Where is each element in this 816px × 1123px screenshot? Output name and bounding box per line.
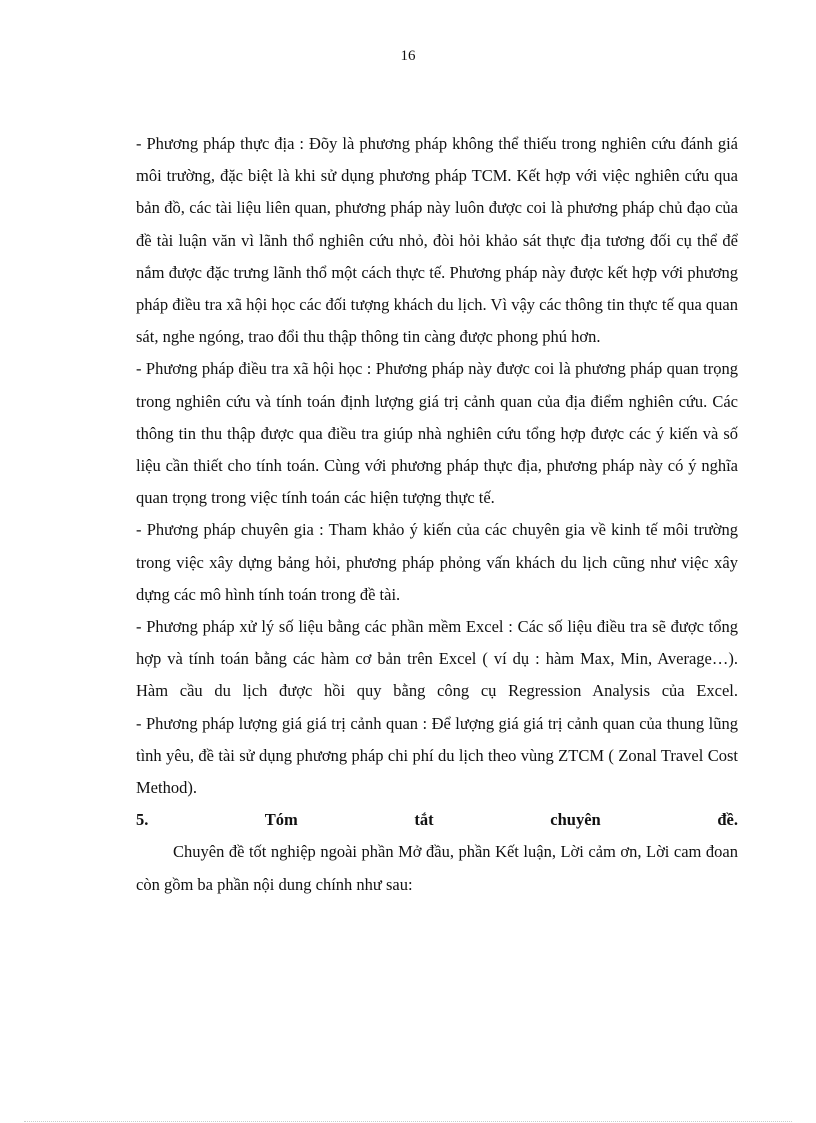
page-number: 16 [400, 48, 416, 64]
section-heading: 5. Tóm tắt chuyên đề. [136, 810, 738, 830]
paragraph-summary: Chuyên đề tốt nghiệp ngoài phần Mở đầu, phần Kết luận, Lời cảm ơn, Lời cam đoan còn gồm ba phần nội dung chính như sau: [136, 842, 738, 894]
paragraph-field-method: - Phương pháp thực địa : Đõy là phương pháp không thể thiếu trong nghiên cứu đánh giá môi trường, đặc biệt là khi sử dụng phương pháp TCM. Kết hợp với việc nghiên cứu qua bản đồ, các tài liệu liên quan, phương pháp này luôn được coi là phương pháp chủ đạo của đề tài luận văn vì lãnh thổ nghiên cứu nhỏ, đòi hỏi khảo sát thực địa tương đối cụ thể để nắm được đặc trưng lãnh thổ một cách thực tế. Phương pháp này được kết hợp với phương pháp điều tra xã hội học các đối tượng khách du lịch. Vì vậy các thông tin thực tế qua quan sát, nghe ngóng, trao đổi thu thập thông tin càng được phong phú hơn. [136, 134, 738, 347]
paragraph-valuation-method: - Phương pháp lượng giá giá trị cảnh quan : Để lượng giá giá trị cảnh quan của thung lũng tình yêu, đề tài sử dụng phương pháp chi phí du lịch theo vùng ZTCM ( Zonal Travel Cost Method). [136, 713, 738, 798]
paragraph-survey-method: - Phương pháp điều tra xã hội học : Phương pháp này được coi là phương pháp quan trọng trong nghiên cứu và tính toán định lượng giá trị cảnh quan của địa điểm nghiên cứu. Các thông tin thu thập được qua điều tra giúp nhà nghiên cứu tổng hợp được các ý kiến và số liệu cần thiết cho tính toán. Cùng với phương pháp thực địa, phương pháp này có ý nghĩa quan trọng trong việc tính toán các hiện tượng thực tế. [136, 359, 738, 508]
paragraph-excel-method: - Phương pháp xử lý số liệu bằng các phần mềm Excel : Các số liệu điều tra sẽ được tổng hợp và tính toán bằng các hàm cơ bản trên Excel ( ví dụ : hàm Max, Min, Average…). Hàm cầu du lịch được hồi quy bằng công cụ Regression Analysis của Excel. [136, 617, 738, 701]
page-bottom-divider [24, 1121, 792, 1122]
paragraph-expert-method: - Phương pháp chuyên gia : Tham khảo ý kiến của các chuyên gia về kinh tế môi trường trong việc xây dựng bảng hỏi, phương pháp phỏng vấn khách du lịch cũng như việc xây dựng các mô hình tính toán trong đề tài. [136, 520, 738, 604]
document-body [136, 128, 738, 901]
